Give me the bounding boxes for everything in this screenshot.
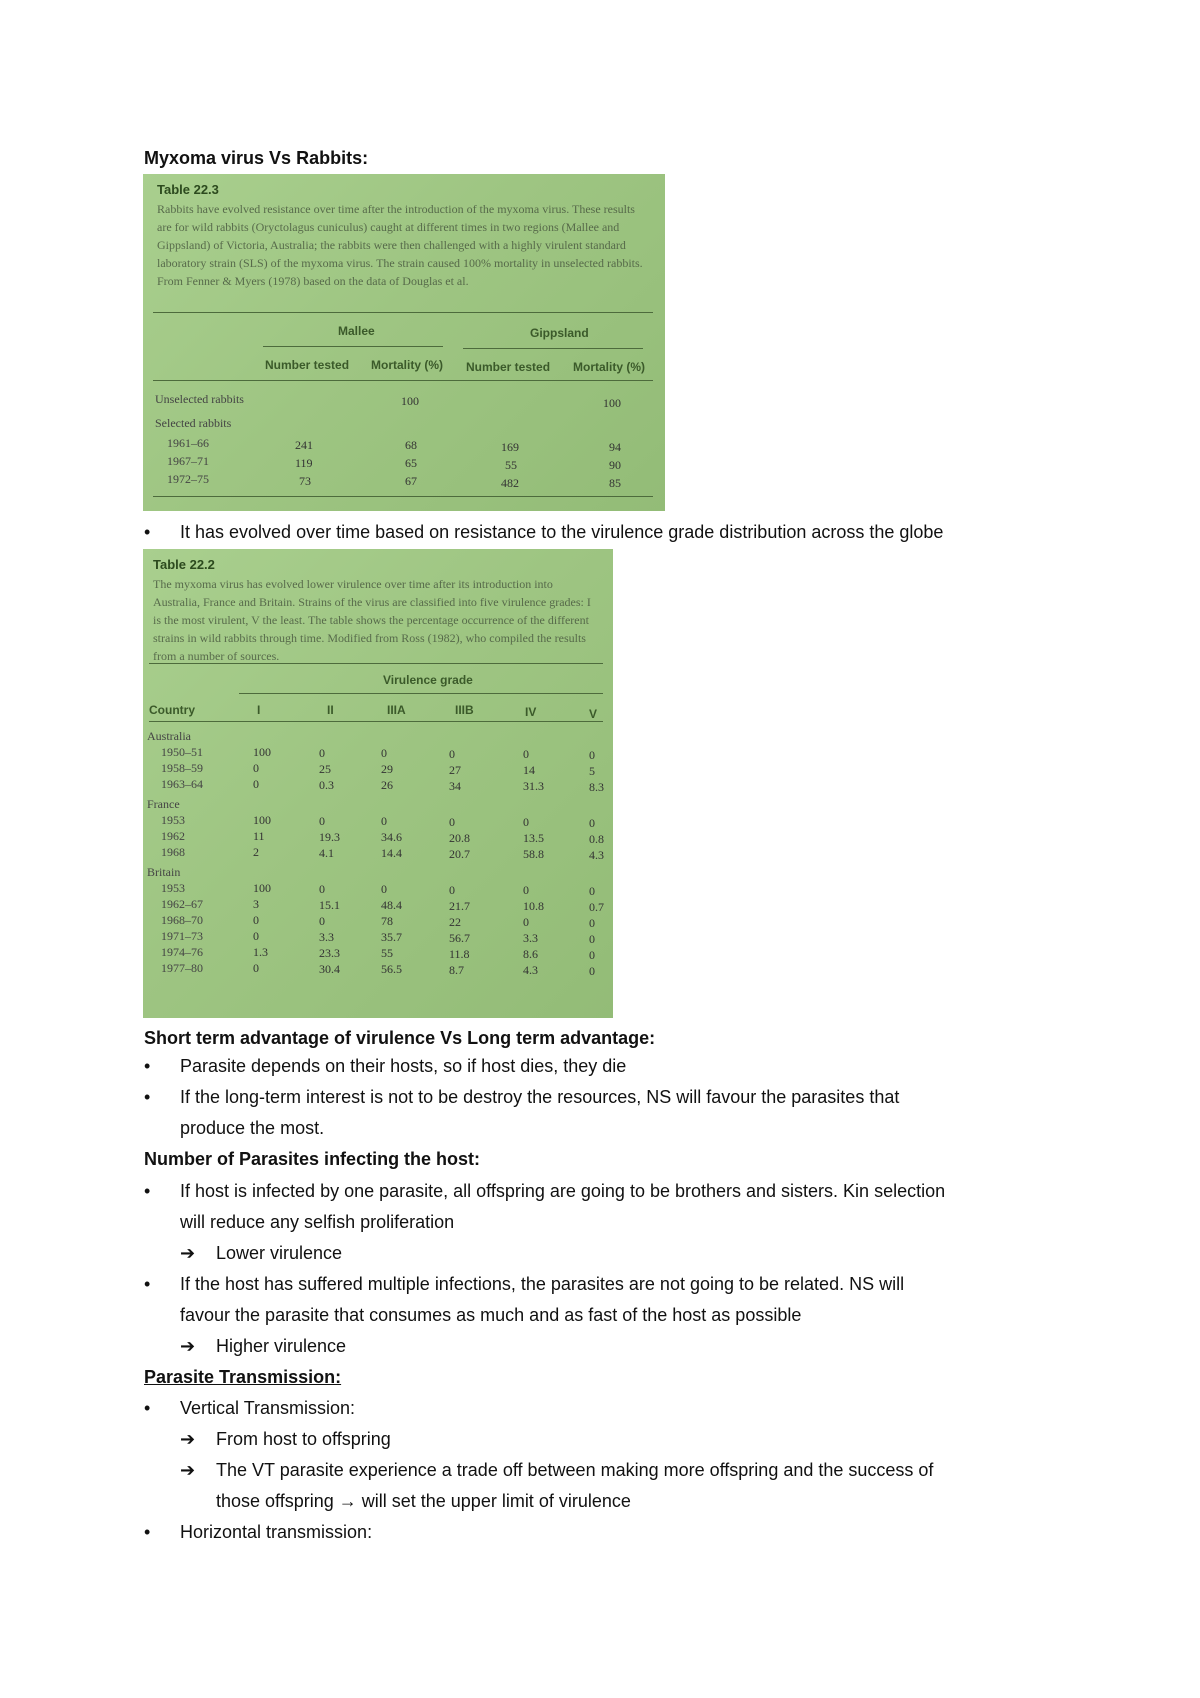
- cell-value: 0.3: [319, 778, 334, 792]
- col-grade-IIIB: IIIB: [455, 703, 474, 717]
- cell-value: 15.1: [319, 898, 340, 912]
- cell-value: 0: [523, 883, 529, 897]
- col-mallee-number-tested: Number tested: [265, 358, 350, 372]
- cell-value: 14.4: [381, 846, 402, 860]
- cell-value: 19.3: [319, 830, 340, 844]
- table-rule: [149, 663, 603, 664]
- cell-value: 13.5: [523, 831, 544, 845]
- bullet-icon: •: [144, 1398, 151, 1418]
- arrow-right-icon: ➔: [180, 1460, 196, 1480]
- cell-value: 100: [401, 394, 419, 408]
- row-period: 1971–73: [161, 929, 203, 943]
- cell-value: 0: [253, 913, 259, 927]
- bullet-icon: •: [144, 522, 151, 542]
- cell-value: 0: [319, 882, 325, 896]
- cell-value: 0: [589, 948, 595, 962]
- row-period: 1968–70: [161, 913, 203, 927]
- table-22-3-title: Table 22.3: [157, 182, 219, 197]
- bullet-icon: •: [144, 1056, 151, 1076]
- cell-value: 0: [319, 914, 325, 928]
- table-rule: [153, 496, 653, 497]
- cell-value: 55: [505, 458, 517, 472]
- col-mallee-mortality: Mortality (%): [371, 358, 443, 372]
- cell-value: 0: [253, 929, 259, 943]
- col-grade-V: V: [589, 707, 598, 721]
- row-period: 1958–59: [161, 761, 203, 775]
- cell-value: 100: [253, 881, 271, 895]
- cell-value: 0: [449, 815, 455, 829]
- cell-value: 3: [253, 897, 259, 911]
- cell-value: 0: [253, 961, 259, 975]
- table-rule: [463, 348, 643, 349]
- cell-value: 0: [589, 816, 595, 830]
- table-rule: [153, 312, 653, 313]
- row-selected-rabbits: Selected rabbits: [155, 416, 232, 430]
- cell-value: 31.3: [523, 779, 544, 793]
- cell-value: 11: [253, 829, 265, 843]
- cell-value: 0: [381, 746, 387, 760]
- col-group-mallee: Mallee: [338, 324, 375, 338]
- cell-value: 65: [405, 456, 417, 470]
- document-page: Myxoma virus Vs Rabbits: Table 22.3 Rabbits have evolved resistance over time after the introduction of the myxoma virus. These results are for wild rabbits (Oryctolagus cuniculus) caught at different times in two regions (Mallee and Gippsland) of Victoria, Australia; the rabbits were then challenged with a highly virulent standard laboratory strain (SLS) of the myxoma virus. The strain caused 100% mortality in unselected rabbits. From Fenner & Myers (1978) based on the data of Douglas et al. Mallee Gippsland Number tested Mortality (%) Number tested Mortality (%) Unselected rabbits 100 100 Selected rabbits 1961–66 241 68 169 94 1967–71 119 65 55 90 1972–75 73 67 482 85 • It has evolved over time based on resistance to the virulence grade distribution across the globe Table 22.2 The myxoma virus has evolved lower virulence over time after its introduction into Australia, France and Britain. Strains of the virus are classified into five virulence grades: I is the most virulent, V the least. The table shows the percentage occurrence of the different strains in wild rabbits through time. Modified from Ross (1982), who compiled the results from a number of sources. Virulence grade Country I II IIIA IIIB IV V Australia 1950–51 100 0 0 0 0 0 1958–59 0 25 29 27 14 5 1963–64 0 0.3 26 34 31.3 8.3 France 1953 100 0 0 0 0 0 1962 11 19.3 34.6 20.8 13.5 0.8 1968 2 4.1 14.4 20.7 58.8 4.3 Britain 1953 100 0 0 0 0 0 1962–67 3 15.1 48.4 21.7 10.8 0.7 1968–70 0 0 78 22 0 0 1971–73 0 3.3 35.7 56.7 3.3 0 1974–76 1.3 23.3 55 11.8 8.6 0 1977–80 0 30.4 56.5 8.7 4.3 0 Short term advantage of virulence Vs Long term advantage: • Parasite depends on their hosts, so if host dies, they die • If the long-term interest is not to be destroy the resources, NS will favour the parasites that produce the most. Number of Parasites infecting the host: • If host is infected by one parasite, all offspring are going to be brothers and sisters. Kin selection will reduce any selfish proliferation ➔ Lower virulence • If the host has suffered multiple infections, the parasites are not going to be related. NS will favour the parasite that consumes as much and as fast of the host as possible ➔ Higher virulence Parasite Transmission: • Vertical Transmission: ➔ From host to offspring ➔ The VT parasite experience a trade off between making more offspring and the success of those offspring → will set the upper limit of virulence • Horizontal transmission:: [0, 0, 1200, 1698]
- heading-number-of-parasites: Number of Parasites infecting the host:: [144, 1149, 481, 1169]
- cell-value: 4.3: [523, 963, 538, 977]
- row-period: 1961–66: [167, 436, 209, 450]
- cell-value: 0: [449, 883, 455, 897]
- cell-value: 0: [589, 884, 595, 898]
- row-period: 1962: [161, 829, 185, 843]
- cell-value: 26: [381, 778, 393, 792]
- cell-value: 100: [253, 745, 271, 759]
- heading-myxoma-vs-rabbits: Myxoma virus Vs Rabbits:: [144, 148, 369, 168]
- arrow-right-icon: ➔: [180, 1336, 196, 1356]
- cell-value: 4.1: [319, 846, 334, 860]
- row-period: 1962–67: [161, 897, 203, 911]
- cell-value: 0: [449, 747, 455, 761]
- row-period: 1968: [161, 845, 185, 859]
- cell-value: 0: [319, 814, 325, 828]
- cell-value: 34: [449, 779, 461, 793]
- cell-value: 10.8: [523, 899, 544, 913]
- row-period: 1977–80: [161, 961, 203, 975]
- country-label: Australia: [147, 729, 191, 743]
- cell-value: 100: [603, 396, 621, 410]
- col-gippsland-number-tested: Number tested: [466, 360, 551, 374]
- arrow-right-icon: ➔: [180, 1243, 196, 1263]
- cell-value: 34.6: [381, 830, 402, 844]
- cell-value: 482: [501, 476, 519, 490]
- bullet-icon: •: [144, 1274, 151, 1294]
- cell-value: 0: [589, 916, 595, 930]
- cell-value: 0.8: [589, 832, 604, 846]
- country-label: Britain: [147, 865, 181, 879]
- col-grade-IIIA: IIIA: [387, 703, 406, 717]
- cell-value: 14: [523, 763, 535, 777]
- cell-value: 0.7: [589, 900, 604, 914]
- row-period: 1950–51: [161, 745, 203, 759]
- cell-value: 30.4: [319, 962, 340, 976]
- cell-value: 0: [253, 777, 259, 791]
- cell-value: 0: [319, 746, 325, 760]
- cell-value: 67: [405, 474, 417, 488]
- heading-parasite-transmission: Parasite Transmission:: [144, 1367, 342, 1387]
- bullet-icon: •: [144, 1522, 151, 1542]
- cell-value: 3.3: [523, 931, 538, 945]
- row-period: 1953: [161, 881, 185, 895]
- heading-short-vs-long-term: Short term advantage of virulence Vs Long term advantage:: [144, 1028, 656, 1048]
- col-grade-I: I: [257, 703, 261, 717]
- cell-value: 8.6: [523, 947, 538, 961]
- cell-value: 0: [589, 748, 595, 762]
- cell-value: 73: [299, 474, 311, 488]
- row-period: 1953: [161, 813, 185, 827]
- cell-value: 0: [523, 747, 529, 761]
- bullet-icon: •: [144, 1181, 151, 1201]
- cell-value: 8.3: [589, 780, 604, 794]
- cell-value: 22: [449, 915, 461, 929]
- cell-value: 85: [609, 476, 621, 490]
- cell-value: 3.3: [319, 930, 334, 944]
- cell-value: 68: [405, 438, 417, 452]
- col-grade-II: II: [327, 703, 334, 717]
- cell-value: 11.8: [449, 947, 470, 961]
- table-rule: [239, 693, 603, 694]
- cell-value: 56.7: [449, 931, 470, 945]
- cell-value: 0: [381, 814, 387, 828]
- cell-value: 0: [589, 932, 595, 946]
- table-rule: [263, 346, 443, 347]
- table-22-3-caption: Rabbits have evolved resistance over time after the introduction of the myxoma virus. These results are for wild rabbits (Oryctolagus cuniculus) caught at different times in two regions (Mallee and Gippsland) of Victoria, Australia; the rabbits were then challenged with a highly virulent standard laboratory strain (SLS) of the myxoma virus. The strain caused 100% mortality in unselected rabbits. From Fenner & Myers (1978) based on the data of Douglas et al.: [157, 202, 643, 288]
- row-period: 1974–76: [161, 945, 203, 959]
- cell-value: 35.7: [381, 930, 402, 944]
- cell-value: 1.3: [253, 945, 268, 959]
- cell-value: 29: [381, 762, 393, 776]
- table-rule: [149, 721, 603, 722]
- cell-value: 0: [523, 815, 529, 829]
- cell-value: 5: [589, 764, 595, 778]
- cell-value: 48.4: [381, 898, 402, 912]
- cell-value: 55: [381, 946, 393, 960]
- row-unselected-rabbits: Unselected rabbits: [155, 392, 244, 406]
- country-label: France: [147, 797, 180, 811]
- cell-value: 21.7: [449, 899, 470, 913]
- cell-value: 20.7: [449, 847, 470, 861]
- cell-value: 90: [609, 458, 621, 472]
- col-grade-IV: IV: [525, 705, 537, 719]
- cell-value: 0: [381, 882, 387, 896]
- cell-value: 2: [253, 845, 259, 859]
- arrow-right-icon: ➔: [180, 1429, 196, 1449]
- bullet-icon: •: [144, 1087, 151, 1107]
- cell-value: 241: [295, 438, 313, 452]
- row-period: 1967–71: [167, 454, 209, 468]
- cell-value: 169: [501, 440, 519, 454]
- cell-value: 94: [609, 440, 621, 454]
- cell-value: 20.8: [449, 831, 470, 845]
- cell-value: 0: [253, 761, 259, 775]
- cell-value: 25: [319, 762, 331, 776]
- cell-value: 27: [449, 763, 461, 777]
- cell-value: 8.7: [449, 963, 464, 977]
- col-group-virulence-grade: Virulence grade: [383, 673, 473, 687]
- table-22-2-caption: The myxoma virus has evolved lower virulence over time after its introduction into Australia, France and Britain. Strains of the virus are classified into five virulence grades: I is the most virulent, V the least. The table shows the percentage occurrence of the different strains in wild rabbits through time. Modified from Ross (1982), who compiled the results from a number of sources.: [153, 577, 591, 663]
- cell-value: 78: [381, 914, 393, 928]
- cell-value: 56.5: [381, 962, 402, 976]
- cell-value: 119: [295, 456, 313, 470]
- cell-value: 4.3: [589, 848, 604, 862]
- cell-value: 23.3: [319, 946, 340, 960]
- cell-value: 58.8: [523, 847, 544, 861]
- table-22-2-image: [143, 549, 613, 1018]
- col-group-gippsland: Gippsland: [530, 326, 589, 340]
- table-22-3-image: [143, 174, 665, 511]
- row-period: 1963–64: [161, 777, 203, 791]
- table-22-2-title: Table 22.2: [153, 557, 215, 572]
- cell-value: 0: [523, 915, 529, 929]
- row-period: 1972–75: [167, 472, 209, 486]
- col-gippsland-mortality: Mortality (%): [573, 360, 645, 374]
- table-rule: [153, 380, 653, 381]
- col-country: Country: [149, 703, 195, 717]
- cell-value: 0: [589, 964, 595, 978]
- cell-value: 100: [253, 813, 271, 827]
